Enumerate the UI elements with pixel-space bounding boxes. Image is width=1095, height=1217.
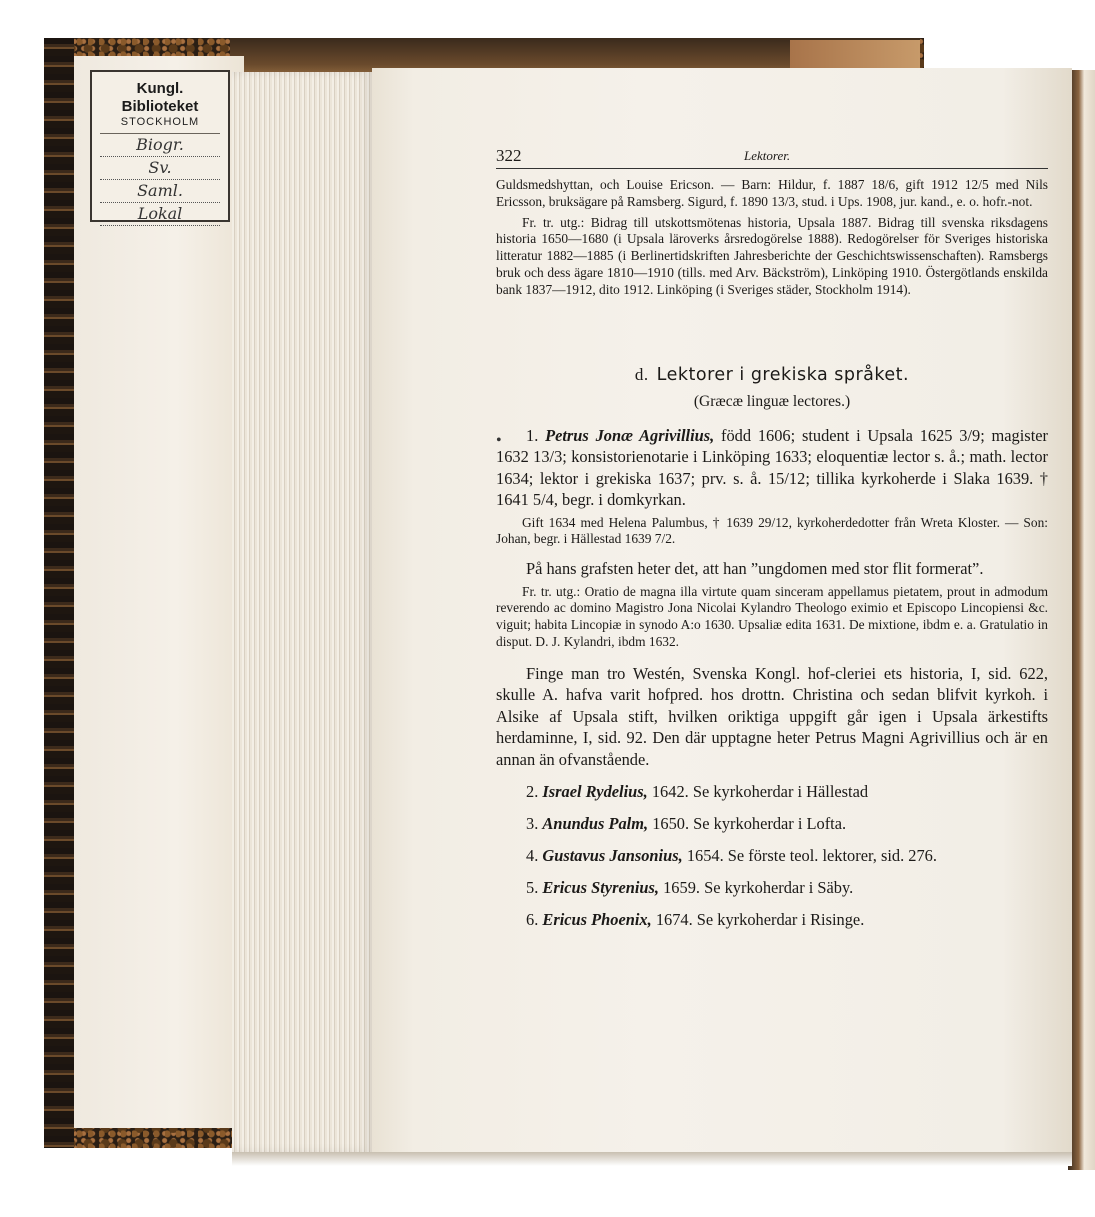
label-line-3: Saml. <box>100 180 220 203</box>
label-line-1: Biogr. <box>100 134 220 157</box>
entry-1-works: Fr. tr. utg.: Oratio de magna illa virtute quam sinceram appellamus pietatem, prout in admodum reverendo ac domino Magistro Jona Nicolai Kylandro Theologo eximio et Episcopo Lincopiensi &c. viguit; habita Lincopiæ in synodo A:o 1630. Upsaliæ edita 1631. De mixtione, ibdm e. a. Gratulatio in disput. D. J. Kylandri, ibdm 1632. <box>496 583 1048 650</box>
stray-dot: • <box>496 432 502 449</box>
label-line-4: Lokal <box>100 203 220 226</box>
page-number: 322 <box>496 146 522 165</box>
section-title: Lektorer i grekiska språket. <box>656 364 910 385</box>
label-lines <box>100 133 220 226</box>
running-title: Lektorer. <box>744 148 791 163</box>
page-bottom-shadow <box>232 1152 1072 1166</box>
label-line-2: Sv. <box>100 157 220 180</box>
entry-1-number: 1. <box>526 425 539 445</box>
entry-number: 5. <box>526 878 539 898</box>
entry-name: Ericus Styrenius, <box>542 878 659 898</box>
section-subtitle: (Græcæ linguæ lectores.) <box>693 392 851 410</box>
entry-text: 1654. Se förste teol. lektorer, sid. 276. <box>686 846 937 866</box>
entry-name: Israel Rydelius, <box>542 782 648 802</box>
entry-text: 1642. Se kyrkoherdar i Hällestad <box>651 782 869 802</box>
list-entry-4 <box>496 845 1048 866</box>
list-entry-2 <box>496 781 1048 802</box>
entry-text: 1650. Se kyrkoherdar i Lofta. <box>652 814 847 834</box>
marbled-spine <box>44 38 74 1148</box>
label-title: Kungl. Biblioteket <box>121 80 199 115</box>
page-content <box>496 144 1048 930</box>
label-city: STOCKHOLM <box>120 116 200 128</box>
entry-name: Anundus Palm, <box>542 814 649 834</box>
top-paragraph-2: Fr. tr. utg.: Bidrag till utskottsmötenas historia, Upsala 1887. Bidrag till svenska riksdagens historia 1650—1680 (i Upsala läroverks årsredogörelse 1888). Redogörelser för Sveriges historiska litteratur 1882—1885 (i Berlinertidskriften Jahresberichte der Geschichtswissenschaften). Ramsbergs bruk och dess ägare 1810—1910 (tills. med Arv. Bäckström), Linköping 1910. Östergötlands enskilda bank 1837—1912, dito 1912. Linköping (i Sveriges städer, Stockholm 1914). <box>496 214 1048 297</box>
entry-1 <box>496 425 1048 511</box>
entry-1-text: född 1606; student i Upsala 1625 3/9; magister 1632 13/3; konsistorienotarie i Linköping 1633; eloquentiæ lector s. å.; math. lector 1634; lektor i grekiska 1637; prv. s. å. 15/12; tillika kyrkoherde i Slaka 1639. † 1641 5/4, begr. i domkyrkan. <box>496 425 1048 510</box>
entry-text: 1674. Se kyrkoherdar i Risinge. <box>655 910 865 930</box>
entry-number: 6. <box>526 910 539 930</box>
entry-1-note: Finge man tro Westén, Svenska Kongl. hof-cleriei ets historia, I, sid. 622, skulle A. hafva varit hofpred. hos drottn. Christina och sedan blifvit kyrkoh. i Alsike af Upsala stift, hvilken oriktiga uppgift går igen i Upsala ärkestifts herdaminne, I, sid. 92. Den där upptagne heter Petrus Magni Agrivillius och är en annan än ofvanstående. <box>496 663 1048 769</box>
entry-1-name: Petrus Jonæ Agrivillius, <box>545 425 715 445</box>
list-entry-5 <box>496 877 1048 898</box>
top-paragraph-1: Guldsmedshyttan, och Louise Ericson. — Barn: Hildur, f. 1887 18/6, gift 1912 12/5 med Nils Ericsson, bruksägare på Ramsberg. Sigurd, f. 1890 13/3, stud. i Ups. 1908, jur. kand., e. o. hofr.-not. <box>496 177 1048 209</box>
section-letter: d. <box>634 364 649 384</box>
running-head <box>496 144 1048 169</box>
right-page-edge <box>1068 70 1095 1170</box>
page-block-edges <box>232 72 372 1152</box>
entry-1-gift: Gift 1634 med Helena Palumbus, † 1639 29/12, kyrkoherdedotter från Wreta Kloster. — Son: Johan, begr. i Hällestad 1639 7/2. <box>496 514 1048 547</box>
entry-number: 2. <box>526 782 539 802</box>
entry-name: Gustavus Jansonius, <box>542 846 683 866</box>
entry-text: 1659. Se kyrkoherdar i Säby. <box>663 878 854 898</box>
library-label <box>90 70 230 222</box>
entry-number: 4. <box>526 846 539 866</box>
entry-number: 3. <box>526 814 539 834</box>
list-entry-3 <box>496 813 1048 834</box>
section-heading <box>496 365 1048 385</box>
list-entry-6 <box>496 909 1048 930</box>
entry-1-grave: På hans grafsten heter det, att han ”ungdomen med stor flit formerat”. <box>526 559 984 579</box>
entry-name: Ericus Phoenix, <box>542 910 652 930</box>
book-page <box>372 68 1072 1163</box>
